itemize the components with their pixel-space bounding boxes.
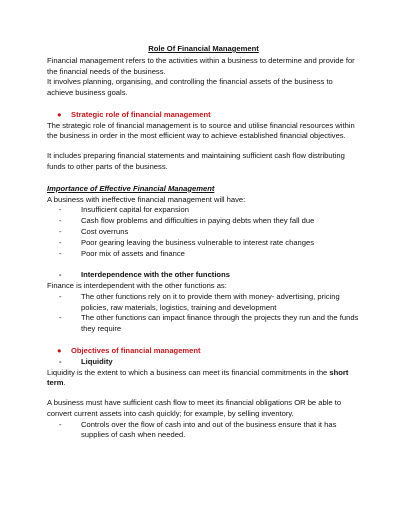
strategic-heading-text: Strategic role of financial management — [71, 109, 211, 119]
interdependence-lead: Finance is interdependent with the other functions as: — [47, 281, 227, 291]
list-item: - Controls over the flow of cash into and out of the business ensure that it has supplies of cash when needed. — [59, 419, 337, 440]
list-item: - Insufficient capital for expansion — [59, 205, 189, 215]
interdependence-heading-text: Interdependence with the other functions — [81, 270, 230, 280]
strategic-paragraph-1: The strategic role of financial management is to source and utilise financial resources within the business in order in the most efficient way to achieve established financial objectives. — [47, 120, 355, 141]
bullet-icon: ● — [57, 109, 62, 119]
objectives-heading-text: Objectives of financial management — [71, 345, 201, 355]
document-title: Role Of Financial Management — [148, 44, 259, 53]
liquidity-heading-text: Liquidity — [81, 356, 113, 366]
liquidity-list — [47, 420, 360, 442]
strategic-heading — [57, 110, 360, 121]
interdependence-heading: - Interdependence with the other functions — [59, 270, 230, 280]
objectives-heading — [57, 346, 360, 357]
list-item: - Cash flow problems and difficulties in paying debts when they fall due — [59, 216, 315, 226]
intro-paragraph-1: Financial management refers to the activities within a business to determine and provide for the financial needs of the business. — [47, 55, 355, 76]
importance-heading: Importance of Effective Financial Management — [47, 183, 215, 193]
strategic-paragraph-2: It includes preparing financial statements and maintaining sufficient cash flow distributing funds to other parts of the business. — [47, 151, 345, 172]
interdependence-list — [47, 292, 360, 335]
bullet-icon: ● — [57, 345, 62, 355]
list-item: - The other functions rely on it to provide them with money- advertising, pricing policies, raw materials, logistics, training and development — [59, 291, 340, 312]
list-item: - Poor mix of assets and finance — [59, 248, 185, 258]
list-item: - Poor gearing leaving the business vulnerable to interest rate changes — [59, 237, 315, 247]
liquidity-heading: - Liquidity — [59, 356, 113, 366]
liquidity-paragraph-1: Liquidity is the extent to which a business can meet its financial commitments in the short term. — [47, 367, 349, 388]
list-item: - Cost overruns — [59, 226, 129, 236]
intro-paragraph-2: It involves planning, organising, and controlling the financial assets of the business to achieve business goals. — [47, 77, 333, 98]
importance-lead: A business with ineffective financial management will have: — [47, 194, 246, 204]
importance-list — [47, 205, 360, 259]
liquidity-paragraph-2: A business must have sufficient cash flow to meet its financial obligations OR be able to convert current assets into cash quickly; for example, by selling inventory. — [47, 398, 342, 418]
list-item: - The other functions can impact finance through the projects they run and the funds they require — [59, 313, 359, 334]
